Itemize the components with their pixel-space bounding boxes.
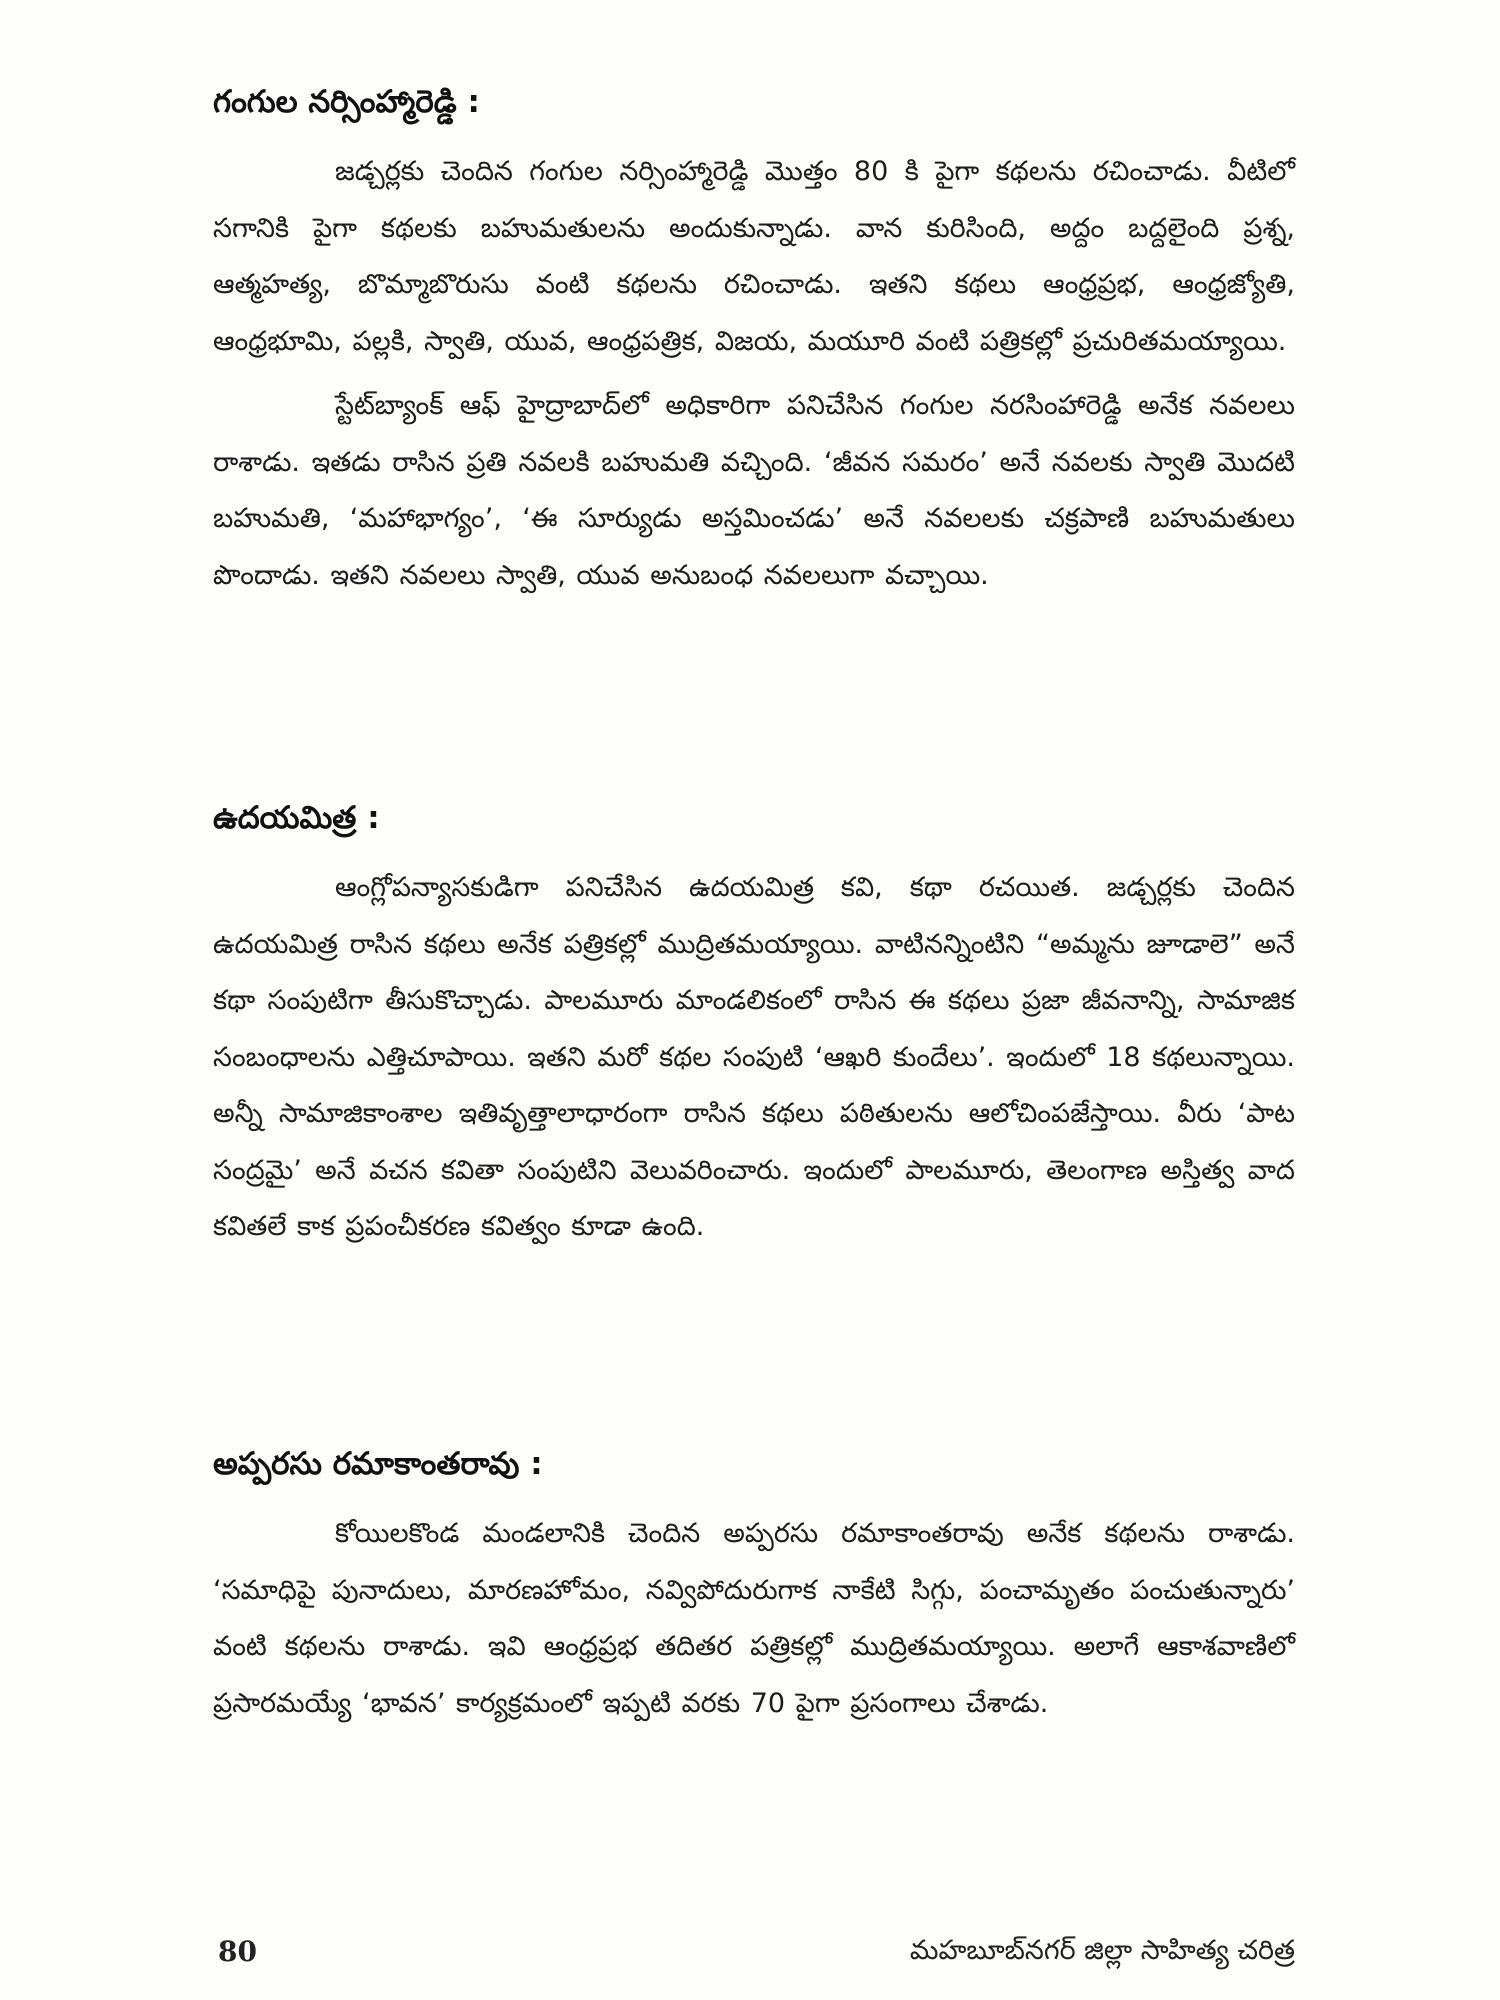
paragraph: జడ్చర్లకు చెందిన గంగుల నర్సింహ్మారెడ్డి మొత్తం 80 కి పైగా కథలను రచించాడు. వీటిలో సగానికి పైగా కథలకు బహుమతులను అందుకున్నాడు. వాన కురిసింది, అద్దం బద్దలైంది ప్రశ్న, ఆత్మహత్య, బొమ్మాబొరుసు వంటి కథలను రచించాడు. ఇతని కథలు ఆంధ్రప్రభ, ఆంధ్రజ్యోతి, ఆంధ్రభూమి, పల్లకి, స్వాతి, యువ, ఆంధ్రపత్రిక, విజయ, మయూరి వంటి పత్రికల్లో ప్రచురితమయ్యాయి. [213,156,1295,357]
paragraph: స్టేట్‌బ్యాంక్ ఆఫ్ హైద్రాబాద్‌లో అధికారిగా పనిచేసిన గంగుల నరసింహారెడ్డి అనేక నవలలు రాశాడు. ఇతడు రాసిన ప్రతి నవలకి బహుమతి వచ్చింది. ‘జీవన సమరం’ అనే నవలకు స్వాతి మొదటి బహుమతి, ‘మహాభాగ్యం’, ‘ఈ సూర్యుడు అస్తమించడు’ అనే నవలలకు చక్రపాణి బహుమతులు పొందాడు. ఇతని నవలలు స్వాతి, యువ అనుబంధ నవలలుగా వచ్చాయి. [213,390,1295,591]
section-heading: గంగుల నర్సింహ్మారెడ్డి : [213,84,480,120]
page-footer [213,1935,1295,1975]
running-title: మహబూబ్‌నగర్ జిల్లా సాహిత్య చరిత్ర [909,1935,1295,1966]
paragraph: ఆంగ్లోపన్యాసకుడిగా పనిచేసిన ఉదయమిత్ర కవి, కథా రచయిత. జడ్చర్లకు చెందిన ఉదయమిత్ర రాసిన కథలు అనేక పత్రికల్లో ముద్రితమయ్యాయి. వాటినన్నింటిని “అమ్మను జూడాలె” అనే కథా సంపుటిగా తీసుకొచ్చాడు. పాలమూరు మాండలికంలో రాసిన ఈ కథలు ప్రజా జీవనాన్ని, సామాజిక సంబంధాలను ఎత్తిచూపాయి. ఇతని మరో కథల సంపుటి ‘ఆఖరి కుందేలు’. ఇందులో 18 కథలున్నాయి. అన్నీ సామాజికాంశాల ఇతివృత్తాలాధారంగా రాసిన కథలు పఠితులను ఆలోచింపజేస్తాయి. వీరు ‘పాట సంద్రమై’ అనే వచన కవితా సంపుటిని వెలువరించారు. ఇందులో పాలమూరు, తెలంగాణ అస్తిత్వ వాద కవితలే కాక ప్రపంచీకరణ కవిత్వం కూడా ఉంది. [213,872,1295,1242]
paragraph: కోయిలకొండ మండలానికి చెందిన అప్పరసు రమాకాంతరావు అనేక కథలను రాశాడు. ‘సమాధిపై పునాదులు, మారణహోమం, నవ్విపోదురుగాక నాకేటి సిగ్గు, పంచామృతం పంచుతున్నారు’ వంటి కథలను రాశాడు. ఇవి ఆంధ్రప్రభ తదితర పత్రికల్లో ముద్రితమయ్యాయి. అలాగే ఆకాశవాణిలో ప్రసారమయ్యే ‘భావన’ కార్యక్రమంలో ఇప్పటి వరకు 70 పైగా ప్రసంగాలు చేశాడు. [213,1518,1295,1719]
page-content [213,82,1295,1748]
section-heading: అప్పరసు రమాకాంతరావు : [213,1446,543,1482]
section-gangula-narsimhareddy [213,82,1295,782]
section-apparasu-ramakantharao [213,1444,1295,1732]
page-number: 80 [218,1935,257,1968]
section-heading: ఉదయమిత్ర : [213,800,380,836]
section-udayamitra [213,798,1295,1428]
